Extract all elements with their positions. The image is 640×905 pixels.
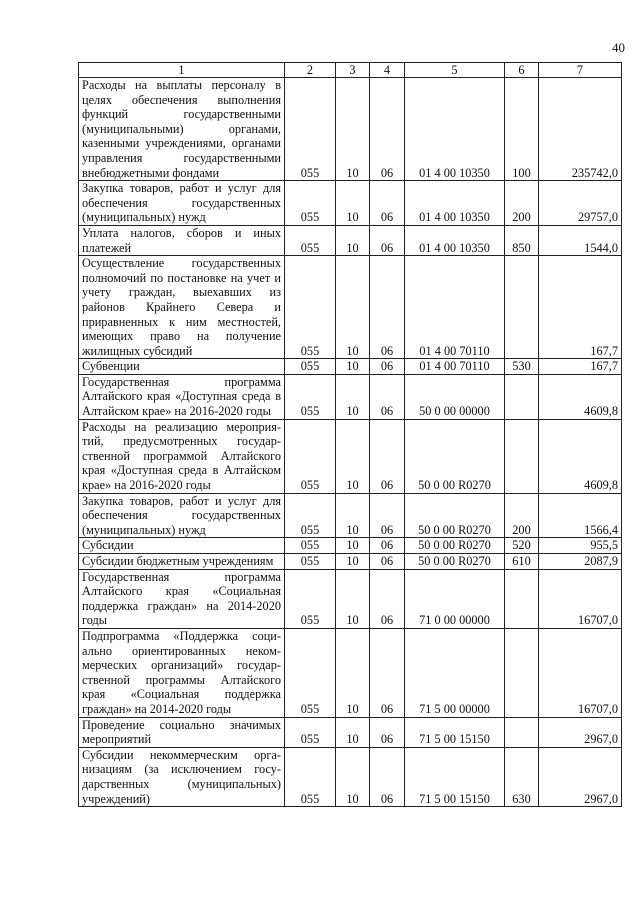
row-subsection-cell: 06 [370,717,405,747]
row-amount-cell: 16707,0 [539,569,622,628]
row-code-cell: 055 [285,225,336,255]
table-row [79,628,622,717]
row-code-cell: 055 [285,374,336,419]
row-code-cell: 055 [285,747,336,806]
row-code-cell: 055 [285,493,336,538]
row-name-cell: Расходы на выплаты персоналу в целях обеспечения выполнения функций государственными (муниципальными) органами, казенными учреждениями, органами управления государственными внебюджетными фондами [79,78,285,181]
row-target-item-cell: 01 4 00 10350 [405,225,505,255]
table-row [79,554,622,570]
row-target-item-cell: 01 4 00 10350 [405,78,505,181]
table-row [79,256,622,359]
row-subsection-cell: 06 [370,493,405,538]
row-target-item-cell: 71 5 00 15150 [405,747,505,806]
table-row [79,374,622,419]
row-expense-type-cell [505,569,539,628]
column-header: 3 [336,63,370,78]
row-expense-type-cell: 530 [505,359,539,375]
row-subsection-cell: 06 [370,538,405,554]
row-name-cell: Расходы на реализацию мероприятий, предусмотренных государственной программой Алтайского края «Доступная среда в Алтайском крае» на 2016-2020 годы [79,419,285,493]
row-code-cell: 055 [285,256,336,359]
row-amount-cell: 16707,0 [539,628,622,717]
row-code-cell: 055 [285,181,336,226]
row-name-cell: Уплата налогов, сборов и иных платежей [79,225,285,255]
row-amount-cell: 167,7 [539,359,622,375]
row-amount-cell: 2967,0 [539,717,622,747]
page-number: 40 [612,40,625,55]
row-name-cell: Закупка товаров, работ и услуг для обеспечения государственных (муниципальных) нужд [79,181,285,226]
table-header-row [79,63,622,78]
row-target-item-cell: 71 5 00 00000 [405,628,505,717]
row-name-cell: Субсидии [79,538,285,554]
row-name-cell: Проведение социально значимых мероприятий [79,717,285,747]
row-amount-cell: 2087,9 [539,554,622,570]
row-amount-cell: 29757,0 [539,181,622,226]
row-target-item-cell: 71 0 00 00000 [405,569,505,628]
row-target-item-cell: 50 0 00 R0270 [405,493,505,538]
row-expense-type-cell [505,717,539,747]
row-subsection-cell: 06 [370,628,405,717]
row-section-cell: 10 [336,78,370,181]
row-subsection-cell: 06 [370,78,405,181]
row-section-cell: 10 [336,181,370,226]
row-section-cell: 10 [336,359,370,375]
row-section-cell: 10 [336,374,370,419]
table-row [79,569,622,628]
row-name-cell: Закупка товаров, работ и услуг для обеспечения государственных (муниципальных) нужд [79,493,285,538]
row-section-cell: 10 [336,256,370,359]
table-row [79,181,622,226]
row-code-cell: 055 [285,538,336,554]
row-subsection-cell: 06 [370,747,405,806]
column-header: 6 [505,63,539,78]
table-row [79,538,622,554]
column-header: 1 [79,63,285,78]
row-subsection-cell: 06 [370,225,405,255]
table-row [79,493,622,538]
row-expense-type-cell: 610 [505,554,539,570]
row-section-cell: 10 [336,747,370,806]
row-target-item-cell: 01 4 00 10350 [405,181,505,226]
row-expense-type-cell: 200 [505,493,539,538]
row-code-cell: 055 [285,78,336,181]
row-section-cell: 10 [336,554,370,570]
row-section-cell: 10 [336,538,370,554]
row-subsection-cell: 06 [370,181,405,226]
row-section-cell: 10 [336,628,370,717]
row-code-cell: 055 [285,717,336,747]
column-header: 4 [370,63,405,78]
row-name-cell: Государственная программа Алтайского края «Доступная среда в Алтайском крае» на 2016-2020 годы [79,374,285,419]
row-subsection-cell: 06 [370,256,405,359]
row-name-cell: Субсидии некоммерческим организациям (за исключением государственных (муниципальных) учреждений) [79,747,285,806]
row-amount-cell: 4609,8 [539,374,622,419]
row-target-item-cell: 01 4 00 70110 [405,359,505,375]
row-amount-cell: 955,5 [539,538,622,554]
row-expense-type-cell [505,419,539,493]
row-amount-cell: 1544,0 [539,225,622,255]
row-code-cell: 055 [285,359,336,375]
row-amount-cell: 235742,0 [539,78,622,181]
column-header: 2 [285,63,336,78]
row-subsection-cell: 06 [370,419,405,493]
row-section-cell: 10 [336,493,370,538]
column-header: 5 [405,63,505,78]
row-expense-type-cell [505,256,539,359]
row-name-cell: Осуществление государственных полномочий по постановке на учет и учету граждан, выехавших из районов Крайнего Севера и приравненных к ним местностей, имеющих право на получение жилищных субсидий [79,256,285,359]
row-amount-cell: 4609,8 [539,419,622,493]
row-expense-type-cell [505,628,539,717]
row-subsection-cell: 06 [370,569,405,628]
row-expense-type-cell: 520 [505,538,539,554]
row-code-cell: 055 [285,419,336,493]
table-row [79,78,622,181]
row-expense-type-cell [505,374,539,419]
budget-table [78,62,622,807]
row-section-cell: 10 [336,569,370,628]
table-row [79,717,622,747]
row-amount-cell: 2967,0 [539,747,622,806]
row-target-item-cell: 71 5 00 15150 [405,717,505,747]
row-subsection-cell: 06 [370,359,405,375]
row-subsection-cell: 06 [370,554,405,570]
row-name-cell: Государственная программа Алтайского края «Социальная поддержка граждан» на 2014-2020 годы [79,569,285,628]
row-code-cell: 055 [285,628,336,717]
row-expense-type-cell: 850 [505,225,539,255]
row-expense-type-cell: 200 [505,181,539,226]
row-name-cell: Субсидии бюджетным учреждениям [79,554,285,570]
row-amount-cell: 167,7 [539,256,622,359]
row-code-cell: 055 [285,569,336,628]
row-section-cell: 10 [336,225,370,255]
row-target-item-cell: 50 0 00 00000 [405,374,505,419]
row-expense-type-cell: 630 [505,747,539,806]
row-target-item-cell: 50 0 00 R0270 [405,554,505,570]
row-target-item-cell: 01 4 00 70110 [405,256,505,359]
row-amount-cell: 1566,4 [539,493,622,538]
row-code-cell: 055 [285,554,336,570]
column-header: 7 [539,63,622,78]
row-section-cell: 10 [336,419,370,493]
row-target-item-cell: 50 0 00 R0270 [405,419,505,493]
row-subsection-cell: 06 [370,374,405,419]
table-row [79,359,622,375]
row-name-cell: Субвенции [79,359,285,375]
table-row [79,747,622,806]
row-section-cell: 10 [336,717,370,747]
row-target-item-cell: 50 0 00 R0270 [405,538,505,554]
row-expense-type-cell: 100 [505,78,539,181]
table-row [79,419,622,493]
table-row [79,225,622,255]
row-name-cell: Подпрограмма «Поддержка социально ориентированных некоммерческих организаций» государственной программы Алтайского края «Социальная поддержка граждан» на 2014-2020 годы [79,628,285,717]
